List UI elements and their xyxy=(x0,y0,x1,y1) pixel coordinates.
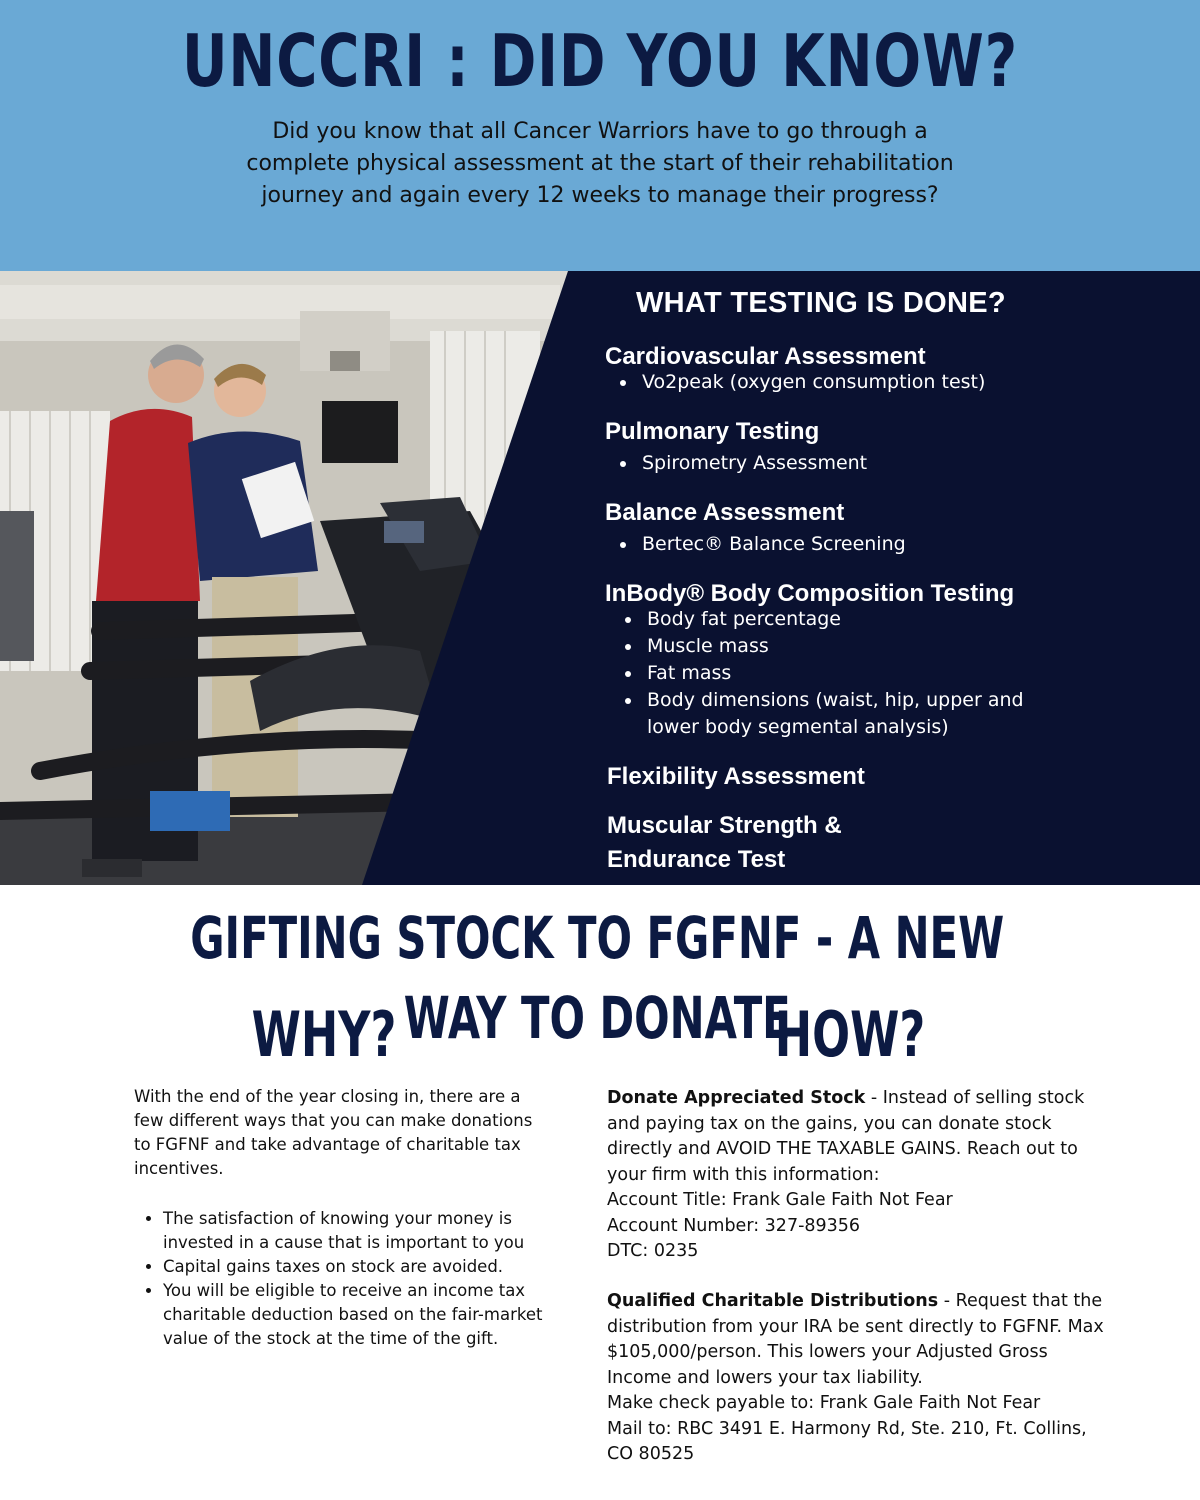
section-heading-pulmonary: Pulmonary Testing xyxy=(605,418,820,445)
list-item: • Body fat percentage xyxy=(643,606,1053,633)
list-item: • Muscle mass xyxy=(643,633,1053,660)
testing-section xyxy=(0,271,1200,885)
why-intro: With the end of the year closing in, there are a few different ways that you can make donations to FGFNF and take advantage of charitable tax incentives. xyxy=(134,1087,533,1178)
header-banner xyxy=(0,0,1200,271)
stock-text: - Instead of selling stock and paying tax on the gains, you can donate stock directly and AVOID THE TAXABLE GAINS. Reach out to your firm with this information: xyxy=(607,1088,1085,1185)
stock-donation-block xyxy=(607,1086,1107,1265)
list-item: • You will be eligible to receive an income tax charitable deduction based on the fair-market value of the stock at the time of the gift. xyxy=(163,1279,573,1351)
list-item: • The satisfaction of knowing your money is invested in a cause that is important to you xyxy=(163,1207,573,1255)
pulmonary-list xyxy=(612,450,867,477)
dtc-number: DTC: 0235 xyxy=(607,1241,699,1261)
list-item: • Body dimensions (waist, hip, upper and lower body segmental analysis) xyxy=(643,687,1053,741)
list-item: • Vo2peak (oxygen consumption test) xyxy=(638,369,985,396)
how-heading: HOW? xyxy=(774,998,926,1071)
list-item: • Fat mass xyxy=(643,660,1053,687)
check-payable: Make check payable to: Frank Gale Faith Not Fear xyxy=(607,1393,1041,1413)
page-title: UNCCRI : DID YOU KNOW? xyxy=(182,19,1018,103)
list-item: • Bertec® Balance Screening xyxy=(638,531,906,558)
account-title: Account Title: Frank Gale Faith Not Fear xyxy=(607,1190,953,1210)
list-item: • Spirometry Assessment xyxy=(638,450,867,477)
list-item: • Capital gains taxes on stock are avoided. xyxy=(163,1255,573,1279)
testing-panel-bg xyxy=(0,271,1200,885)
section-heading-strength: Muscular Strength & Endurance Test xyxy=(607,812,842,873)
qcd-label: Qualified Charitable Distributions xyxy=(607,1291,939,1311)
why-bullets xyxy=(138,1207,573,1351)
testing-title: WHAT TESTING IS DONE? xyxy=(636,287,1006,319)
gifting-title: GIFTING STOCK TO FGFNF - A NEW WAY TO DONATE xyxy=(190,904,1005,1052)
balance-list xyxy=(612,531,906,558)
section-heading-flexibility: Flexibility Assessment xyxy=(607,763,865,790)
account-number: Account Number: 327-89356 xyxy=(607,1215,861,1236)
why-heading: WHY? xyxy=(251,998,397,1071)
cardio-list xyxy=(612,369,985,396)
section-heading-cardio: Cardiovascular Assessment xyxy=(605,343,926,370)
qcd-text: - Request that the distribution from your IRA be sent directly to FGFNF. Max $105,000/person. This lowers your Adjusted Gross Income and lowers your tax liability. xyxy=(607,1291,1104,1388)
stock-label: Donate Appreciated Stock xyxy=(607,1088,866,1108)
mail-address: Mail to: RBC 3491 E. Harmony Rd, Ste. 210, Ft. Collins, CO 80525 xyxy=(607,1418,1087,1464)
inbody-list xyxy=(617,606,1053,741)
intro-text: Did you know that all Cancer Warriors have to go through a complete physical assessment at the start of their rehabilitation journey and again every 12 weeks to manage their progress? xyxy=(246,119,954,208)
section-heading-inbody: InBody® Body Composition Testing xyxy=(605,580,1015,607)
section-heading-balance: Balance Assessment xyxy=(605,499,845,526)
qcd-block xyxy=(607,1289,1107,1468)
